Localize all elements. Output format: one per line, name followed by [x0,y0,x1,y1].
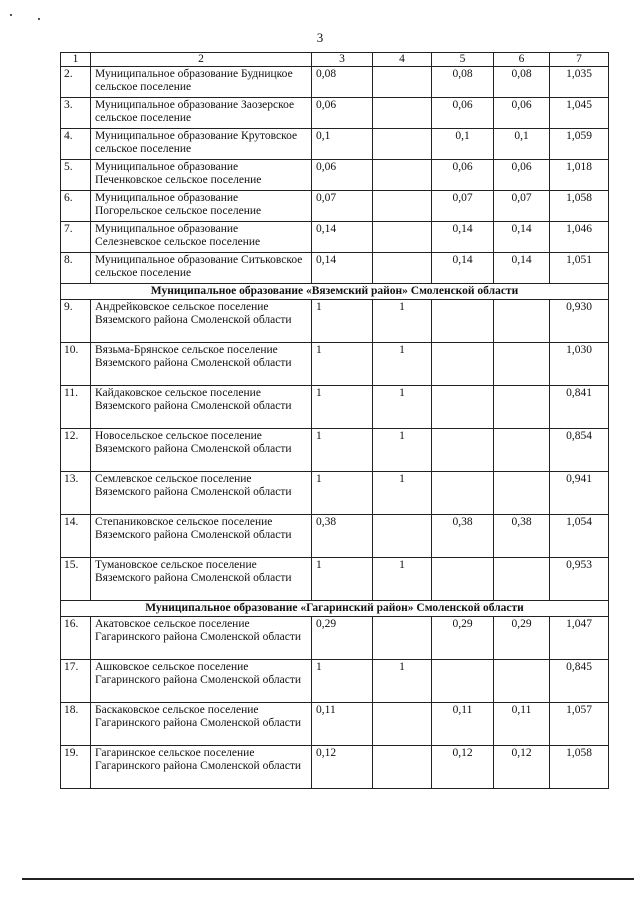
value-cell-col5: 0,38 [432,515,494,558]
table-row [61,191,609,222]
row-number-cell: 16. [61,617,91,660]
table-row [61,386,609,429]
settlement-name-cell: Вязьма-Брянское сельское поселение Вяземского района Смоленской области [91,343,312,386]
value-cell-col6: 0,14 [494,222,550,253]
value-cell-col6 [494,558,550,601]
value-cell-col6: 0,06 [494,160,550,191]
value-cell-col7: 1,045 [550,98,609,129]
value-cell-col3: 1 [312,472,373,515]
settlement-name-cell: Муниципальное образование Печенковское сельское поселение [91,160,312,191]
row-number-cell: 6. [61,191,91,222]
value-cell-col4 [373,746,432,789]
value-cell-col7: 0,845 [550,660,609,703]
value-cell-col5 [432,386,494,429]
value-cell-col7: 1,035 [550,67,609,98]
value-cell-col4: 1 [373,300,432,343]
settlement-name-cell: Ашковское сельское поселение Гагаринского района Смоленской области [91,660,312,703]
value-cell-col3: 0,12 [312,746,373,789]
value-cell-col6 [494,300,550,343]
value-cell-col6 [494,660,550,703]
value-cell-col6: 0,07 [494,191,550,222]
row-number-cell: 8. [61,253,91,284]
row-number-cell: 3. [61,98,91,129]
settlement-name-cell: Семлевское сельское поселение Вяземского района Смоленской области [91,472,312,515]
value-cell-col4: 1 [373,343,432,386]
value-cell-col5 [432,472,494,515]
table-row [61,98,609,129]
value-cell-col6: 0,08 [494,67,550,98]
value-cell-col3: 0,08 [312,67,373,98]
row-number-cell: 17. [61,660,91,703]
value-cell-col5: 0,29 [432,617,494,660]
table-row [61,67,609,98]
row-number-cell: 12. [61,429,91,472]
value-cell-col4 [373,253,432,284]
value-cell-col5: 0,14 [432,253,494,284]
table-row [61,253,609,284]
section-header-row [61,601,609,617]
value-cell-col5: 0,08 [432,67,494,98]
scan-speck [38,18,40,20]
value-cell-col3: 1 [312,300,373,343]
value-cell-col3: 0,38 [312,515,373,558]
value-cell-col5: 0,12 [432,746,494,789]
value-cell-col4 [373,703,432,746]
value-cell-col7: 1,057 [550,703,609,746]
settlement-name-cell: Муниципальное образование Ситьковское сельское поселение [91,253,312,284]
data-table [60,52,609,789]
settlement-name-cell: Тумановское сельское поселение Вяземского района Смоленской области [91,558,312,601]
bottom-rule [22,878,634,880]
table-row [61,343,609,386]
row-number-cell: 19. [61,746,91,789]
settlement-name-cell: Муниципальное образование Погорельское сельское поселение [91,191,312,222]
scan-speck [10,14,12,16]
row-number-cell: 9. [61,300,91,343]
table-row [61,160,609,191]
table-row [61,429,609,472]
row-number-cell: 10. [61,343,91,386]
value-cell-col5: 0,06 [432,160,494,191]
value-cell-col5: 0,07 [432,191,494,222]
row-number-cell: 15. [61,558,91,601]
settlement-name-cell: Муниципальное образование Заозерское сельское поселение [91,98,312,129]
value-cell-col6 [494,386,550,429]
value-cell-col7: 1,058 [550,746,609,789]
value-cell-col4 [373,222,432,253]
row-number-cell: 4. [61,129,91,160]
value-cell-col5 [432,429,494,472]
value-cell-col6 [494,472,550,515]
settlement-name-cell: Гагаринское сельское поселение Гагаринского района Смоленской области [91,746,312,789]
value-cell-col6: 0,06 [494,98,550,129]
table-row [61,558,609,601]
table-row [61,222,609,253]
value-cell-col5: 0,1 [432,129,494,160]
value-cell-col6: 0,29 [494,617,550,660]
value-cell-col7: 0,841 [550,386,609,429]
value-cell-col3: 0,11 [312,703,373,746]
column-header-row [61,53,609,67]
value-cell-col4: 1 [373,429,432,472]
value-cell-col5: 0,11 [432,703,494,746]
value-cell-col7: 0,941 [550,472,609,515]
value-cell-col6: 0,12 [494,746,550,789]
row-number-cell: 18. [61,703,91,746]
row-number-cell: 2. [61,67,91,98]
table-row [61,746,609,789]
column-header: 4 [373,53,432,67]
column-header: 2 [91,53,312,67]
settlement-name-cell: Кайдаковское сельское поселение Вяземского района Смоленской области [91,386,312,429]
value-cell-col3: 1 [312,660,373,703]
value-cell-col6: 0,38 [494,515,550,558]
value-cell-col3: 0,1 [312,129,373,160]
value-cell-col4: 1 [373,472,432,515]
value-cell-col4 [373,515,432,558]
column-header: 6 [494,53,550,67]
section-title: Муниципальное образование «Вяземский район» Смоленской области [61,284,609,300]
value-cell-col5 [432,660,494,703]
row-number-cell: 7. [61,222,91,253]
column-header: 7 [550,53,609,67]
value-cell-col3: 1 [312,343,373,386]
value-cell-col4 [373,98,432,129]
value-cell-col4 [373,160,432,191]
value-cell-col7: 1,051 [550,253,609,284]
row-number-cell: 13. [61,472,91,515]
table-row [61,515,609,558]
section-title: Муниципальное образование «Гагаринский район» Смоленской области [61,601,609,617]
table-row [61,129,609,160]
value-cell-col7: 0,854 [550,429,609,472]
value-cell-col7: 1,047 [550,617,609,660]
value-cell-col7: 1,018 [550,160,609,191]
value-cell-col3: 0,06 [312,98,373,129]
value-cell-col3: 0,14 [312,253,373,284]
value-cell-col7: 0,953 [550,558,609,601]
value-cell-col7: 1,059 [550,129,609,160]
column-header: 3 [312,53,373,67]
value-cell-col3: 1 [312,429,373,472]
value-cell-col3: 1 [312,558,373,601]
value-cell-col4 [373,617,432,660]
value-cell-col3: 0,07 [312,191,373,222]
row-number-cell: 11. [61,386,91,429]
value-cell-col4: 1 [373,386,432,429]
settlement-name-cell: Степаниковское сельское поселение Вяземского района Смоленской области [91,515,312,558]
value-cell-col3: 0,14 [312,222,373,253]
value-cell-col5 [432,343,494,386]
settlement-name-cell: Новосельское сельское поселение Вяземского района Смоленской области [91,429,312,472]
value-cell-col4 [373,191,432,222]
value-cell-col3: 1 [312,386,373,429]
value-cell-col5: 0,14 [432,222,494,253]
page-number: 3 [316,30,324,45]
section-header-row [61,284,609,300]
table-row [61,660,609,703]
value-cell-col6: 0,14 [494,253,550,284]
value-cell-col6 [494,429,550,472]
settlement-name-cell: Муниципальное образование Будницкое сельское поселение [91,67,312,98]
value-cell-col5 [432,300,494,343]
value-cell-col3: 0,06 [312,160,373,191]
table-row [61,703,609,746]
value-cell-col5 [432,558,494,601]
value-cell-col4 [373,129,432,160]
table-row [61,472,609,515]
value-cell-col4 [373,67,432,98]
value-cell-col3: 0,29 [312,617,373,660]
settlement-name-cell: Муниципальное образование Крутовское сельское поселение [91,129,312,160]
row-number-cell: 14. [61,515,91,558]
value-cell-col7: 0,930 [550,300,609,343]
value-cell-col6 [494,343,550,386]
settlement-name-cell: Муниципальное образование Селезневское сельское поселение [91,222,312,253]
value-cell-col4: 1 [373,558,432,601]
settlement-name-cell: Акатовское сельское поселение Гагаринского района Смоленской области [91,617,312,660]
table-row [61,300,609,343]
value-cell-col6: 0,1 [494,129,550,160]
value-cell-col5: 0,06 [432,98,494,129]
table-row [61,617,609,660]
table-body [61,67,609,789]
value-cell-col4: 1 [373,660,432,703]
value-cell-col7: 1,054 [550,515,609,558]
settlement-name-cell: Андрейковское сельское поселение Вяземского района Смоленской области [91,300,312,343]
value-cell-col6: 0,11 [494,703,550,746]
value-cell-col7: 1,030 [550,343,609,386]
row-number-cell: 5. [61,160,91,191]
value-cell-col7: 1,058 [550,191,609,222]
column-header: 5 [432,53,494,67]
settlement-name-cell: Баскаковское сельское поселение Гагаринского района Смоленской области [91,703,312,746]
value-cell-col7: 1,046 [550,222,609,253]
column-header: 1 [61,53,91,67]
